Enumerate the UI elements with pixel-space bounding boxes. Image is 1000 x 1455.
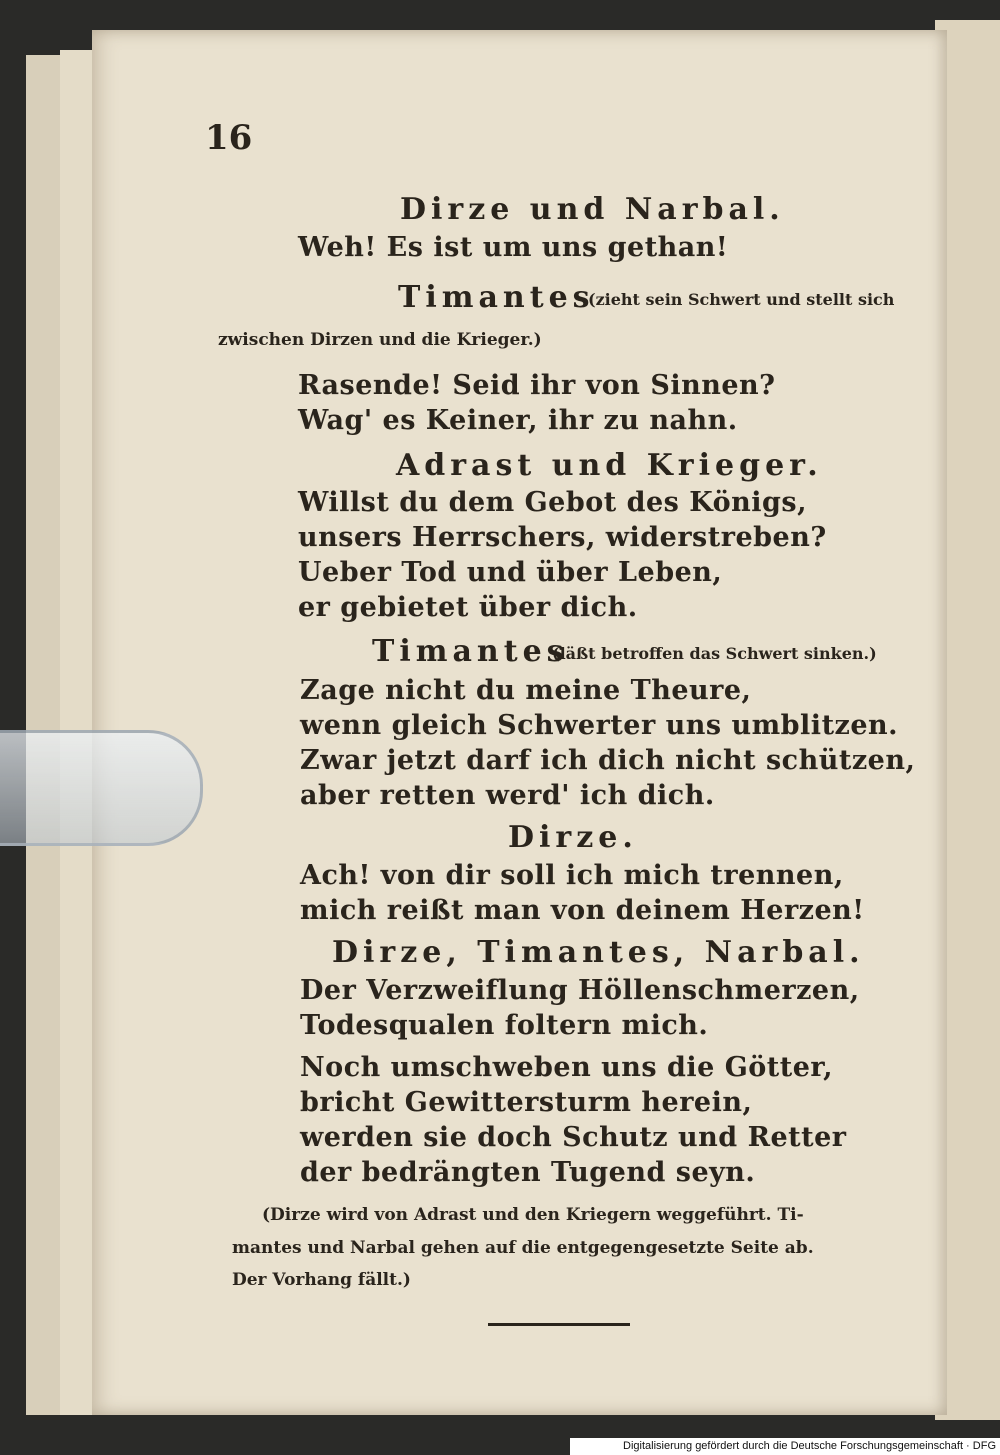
- speaker-heading: Adrast und Krieger.: [396, 448, 823, 483]
- stage-direction: (zieht sein Schwert und stellt sich: [588, 290, 895, 309]
- verse-line: Ueber Tod und über Leben,: [298, 557, 723, 588]
- speaker-heading: Dirze.: [508, 820, 638, 855]
- verse-line: Noch umschweben uns die Götter,: [300, 1052, 834, 1083]
- verse-line: Weh! Es ist um uns gethan!: [298, 232, 729, 263]
- plastic-page-clip: [0, 730, 203, 846]
- verse-line: Zage nicht du meine Theure,: [300, 675, 752, 706]
- verse-line: werden sie doch Schutz und Retter: [300, 1122, 847, 1153]
- verse-line: Ach! von dir soll ich mich trennen,: [300, 860, 844, 891]
- stage-direction: (läßt betroffen das Schwert sinken.): [552, 644, 877, 663]
- speaker-heading: Dirze und Narbal.: [400, 192, 785, 227]
- page-number: 16: [205, 118, 253, 158]
- speaker-heading: Dirze, Timantes, Narbal.: [332, 935, 865, 970]
- verse-line: Willst du dem Gebot des Königs,: [298, 487, 808, 518]
- verse-line: unsers Herrschers, widerstreben?: [298, 522, 827, 553]
- verse-line: Der Verzweiflung Höllenschmerzen,: [300, 975, 860, 1006]
- speaker-heading: Timantes: [398, 280, 595, 315]
- digitization-credit: Digitalisierung gefördert durch die Deutsche Forschungsgemeinschaft · DFG: [570, 1438, 1000, 1455]
- stage-direction: (Dirze wird von Adrast und den Kriegern weggeführt. Ti-: [262, 1205, 804, 1225]
- verse-line: Zwar jetzt darf ich dich nicht schützen,: [300, 745, 916, 776]
- stage-direction: zwischen Dirzen und die Krieger.): [218, 330, 542, 350]
- end-rule: [488, 1323, 630, 1326]
- verse-line: mich reißt man von deinem Herzen!: [300, 895, 865, 926]
- stage-direction: mantes und Narbal gehen auf die entgegengesetzte Seite ab.: [232, 1238, 814, 1258]
- verse-line: Todesqualen foltern mich.: [300, 1010, 709, 1041]
- verse-line: aber retten werd' ich dich.: [300, 780, 715, 811]
- verse-line: wenn gleich Schwerter uns umblitzen.: [300, 710, 899, 741]
- verse-line: der bedrängten Tugend seyn.: [300, 1157, 756, 1188]
- stage-direction: Der Vorhang fällt.): [232, 1270, 411, 1290]
- verse-line: Wag' es Keiner, ihr zu nahn.: [298, 405, 738, 436]
- verse-line: bricht Gewittersturm herein,: [300, 1087, 753, 1118]
- verse-line: Rasende! Seid ihr von Sinnen?: [298, 370, 776, 401]
- verse-line: er gebietet über dich.: [298, 592, 638, 623]
- speaker-heading: Timantes: [372, 634, 569, 669]
